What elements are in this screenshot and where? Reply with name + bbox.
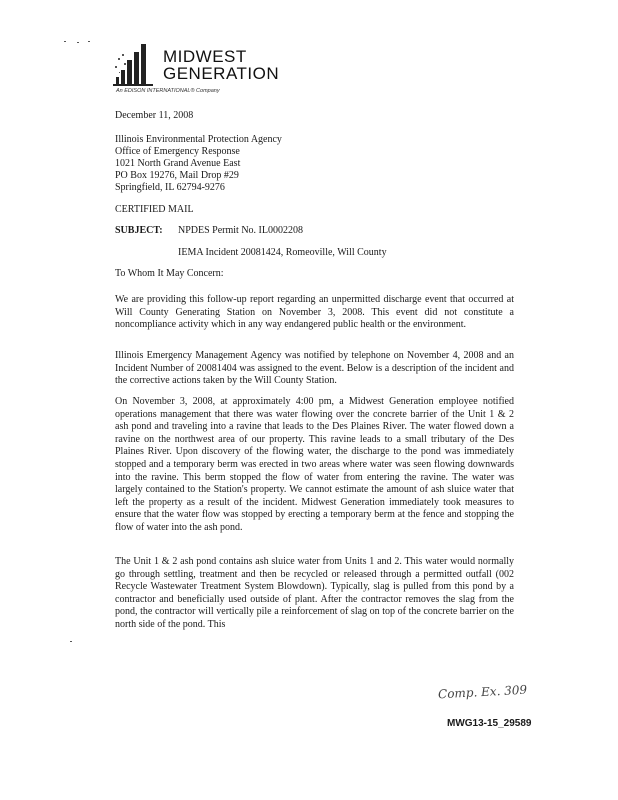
salutation: To Whom It May Concern: <box>115 268 224 279</box>
body-paragraph-3: On November 3, 2008, at approximately 4:00 pm, a Midwest Generation employee notified operations management that there was water flowing over the concrete barrier of the Unit 1 & 2 ash pond and traveling into a ravine that leads to the Des Plaines River. The water flowed down a ravine on the northwest area of our property. This ravine leads to a small tributary of the Des Plaines River. Upon discovery of the flowing water, the discharge to the pond was immediately stopped and a temporary berm was erected in two areas where water was seen flowing downwards into the ravine. This berm stopped the flow of water from entering the ravine. The water was largely contained to the Station's property. We cannot estimate the amount of ash sluice water that left the property as a result of the incident. Midwest Generation immediately took measures to ensure that the water flow was stopped by erecting a temporary berm at the fence and stopping the flow of water into the ash pond. <box>115 396 514 533</box>
body-paragraph-2: Illinois Emergency Management Agency was notified by telephone on November 4, 2008 and an Incident Number of 20081404 was assigned to the event. Below is a description of the incident and the corrective actions taken by the Will County Station. <box>115 350 514 387</box>
subject-label: SUBJECT: <box>115 225 163 236</box>
scan-speck <box>70 641 72 642</box>
company-tagline: An EDISON INTERNATIONAL® Company <box>116 88 220 94</box>
recipient-line: Office of Emergency Response <box>115 146 240 157</box>
company-name-line1: MIDWEST <box>163 47 247 66</box>
company-name <box>163 48 279 82</box>
subject-line <box>115 225 303 237</box>
body-paragraph-4: The Unit 1 & 2 ash pond contains ash sluice water from Units 1 and 2. This water would normally go through settling, treatment and then be recycled or released through a permitted outfall (002 Recycle Wastewater Treatment System Blowdown). Typically, slag is pulled from this pond by a contractor and beneficially used outside of plant. After the contractor removes the slag from the pond, the contractor will vertically pile a reinforcement of slag on top of the concrete barrier on the north side of the pond. This <box>115 556 514 630</box>
recipient-address <box>115 134 282 194</box>
scan-speck <box>88 41 90 42</box>
delivery-method: CERTIFIED MAIL <box>115 204 194 215</box>
handwritten-exhibit-note: Comp. Ex. 309 <box>437 682 528 702</box>
company-name-line2: GENERATION <box>163 64 280 83</box>
scan-speck <box>77 42 79 43</box>
midwest-generation-logo-icon <box>113 44 157 88</box>
letterhead-logo <box>113 40 283 100</box>
letter-date: December 11, 2008 <box>115 110 194 121</box>
recipient-line: 1021 North Grand Avenue East <box>115 158 241 169</box>
subject-permit: NPDES Permit No. IL0002208 <box>178 225 303 236</box>
recipient-line: Illinois Environmental Protection Agency <box>115 134 282 145</box>
body-paragraph-1: We are providing this follow-up report regarding an unpermitted discharge event that occurred at Will County Generating Station on November 3, 2008. This event did not constitute a noncompliance activity which in any way endangered public health or the environment. <box>115 294 514 331</box>
scan-speck <box>64 41 66 42</box>
bates-number: MWG13-15_29589 <box>447 718 532 729</box>
subject-incident: IEMA Incident 20081424, Romeoville, Will County <box>178 247 387 258</box>
recipient-line: PO Box 19276, Mail Drop #29 <box>115 170 239 181</box>
recipient-line: Springfield, IL 62794-9276 <box>115 182 225 193</box>
